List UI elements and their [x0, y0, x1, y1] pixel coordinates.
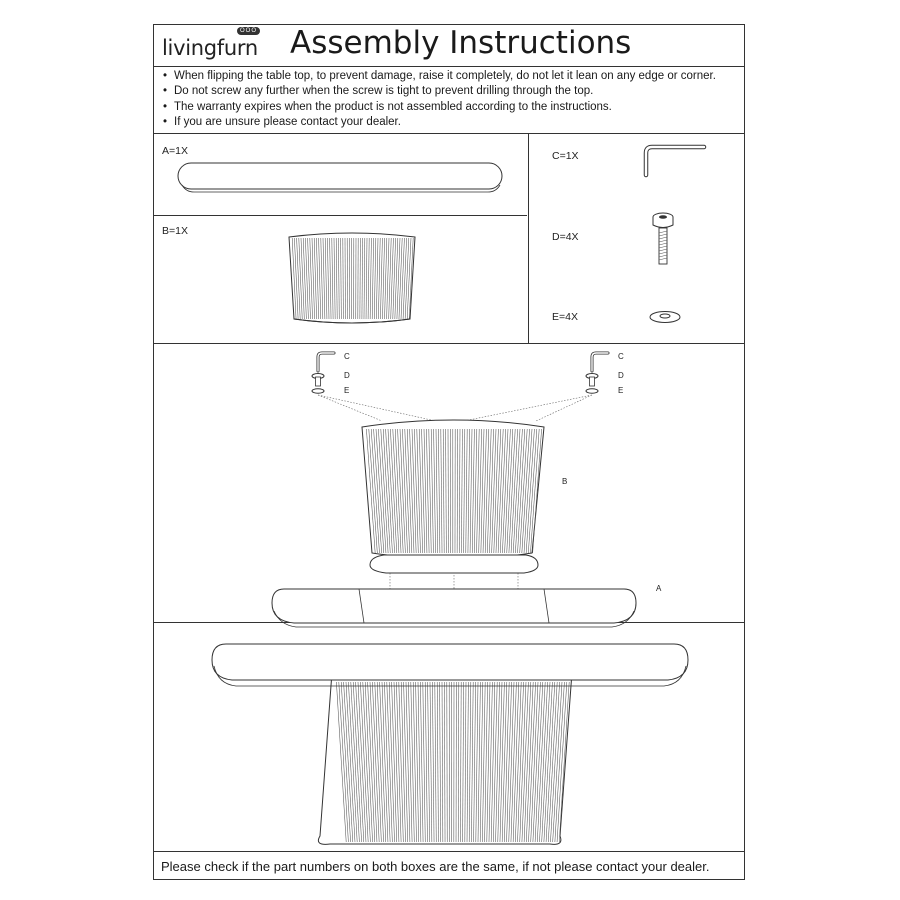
washer-icon — [648, 309, 682, 325]
callout-c-right: C — [618, 352, 624, 361]
note-item: • Do not screw any further when the screw is tight to prevent drilling through the top. — [163, 85, 594, 98]
part-c-label: C=1X — [552, 150, 579, 162]
note-item: • The warranty expires when the product is not assembled according to the instructions. — [163, 100, 612, 113]
assembled-table-diagram — [154, 622, 746, 850]
callout-d-right: D — [618, 371, 624, 380]
divider — [154, 133, 744, 134]
page-title: Assembly Instructions — [290, 25, 632, 61]
divider — [528, 133, 529, 343]
part-a-label: A=1X — [162, 145, 188, 157]
part-b-label: B=1X — [162, 225, 188, 237]
allen-key-icon — [638, 143, 708, 183]
callout-d-left: D — [344, 371, 350, 380]
pleated-base-icon — [284, 231, 420, 327]
brand-badge: OOO — [237, 27, 260, 35]
divider — [154, 66, 744, 67]
note-item: • If you are unsure please contact your dealer. — [163, 116, 401, 129]
callout-c-left: C — [344, 352, 350, 361]
callout-e-left: E — [344, 386, 350, 395]
exploded-assembly-diagram — [154, 343, 746, 622]
table-top-icon — [176, 161, 506, 197]
divider — [154, 215, 527, 216]
callout-b: B — [562, 477, 568, 486]
instruction-sheet — [153, 24, 745, 880]
safety-notes — [162, 69, 716, 131]
callout-a: A — [656, 584, 662, 593]
brand-name: livingfurn — [162, 36, 258, 60]
note-item: • When flipping the table top, to prevent damage, raise it completely, do not let it lean on any edge or corner. — [163, 70, 716, 82]
brand-logo — [154, 25, 284, 69]
hardware-stack-right — [586, 353, 608, 393]
hardware-stack-left — [312, 353, 334, 393]
bolt-icon — [648, 211, 678, 269]
callout-e-right: E — [618, 386, 624, 395]
part-e-label: E=4X — [552, 311, 578, 323]
footer-note: Please check if the part numbers on both boxes are the same, if not please contact your dealer. — [161, 859, 710, 874]
part-d-label: D=4X — [552, 231, 579, 243]
divider — [154, 851, 744, 852]
